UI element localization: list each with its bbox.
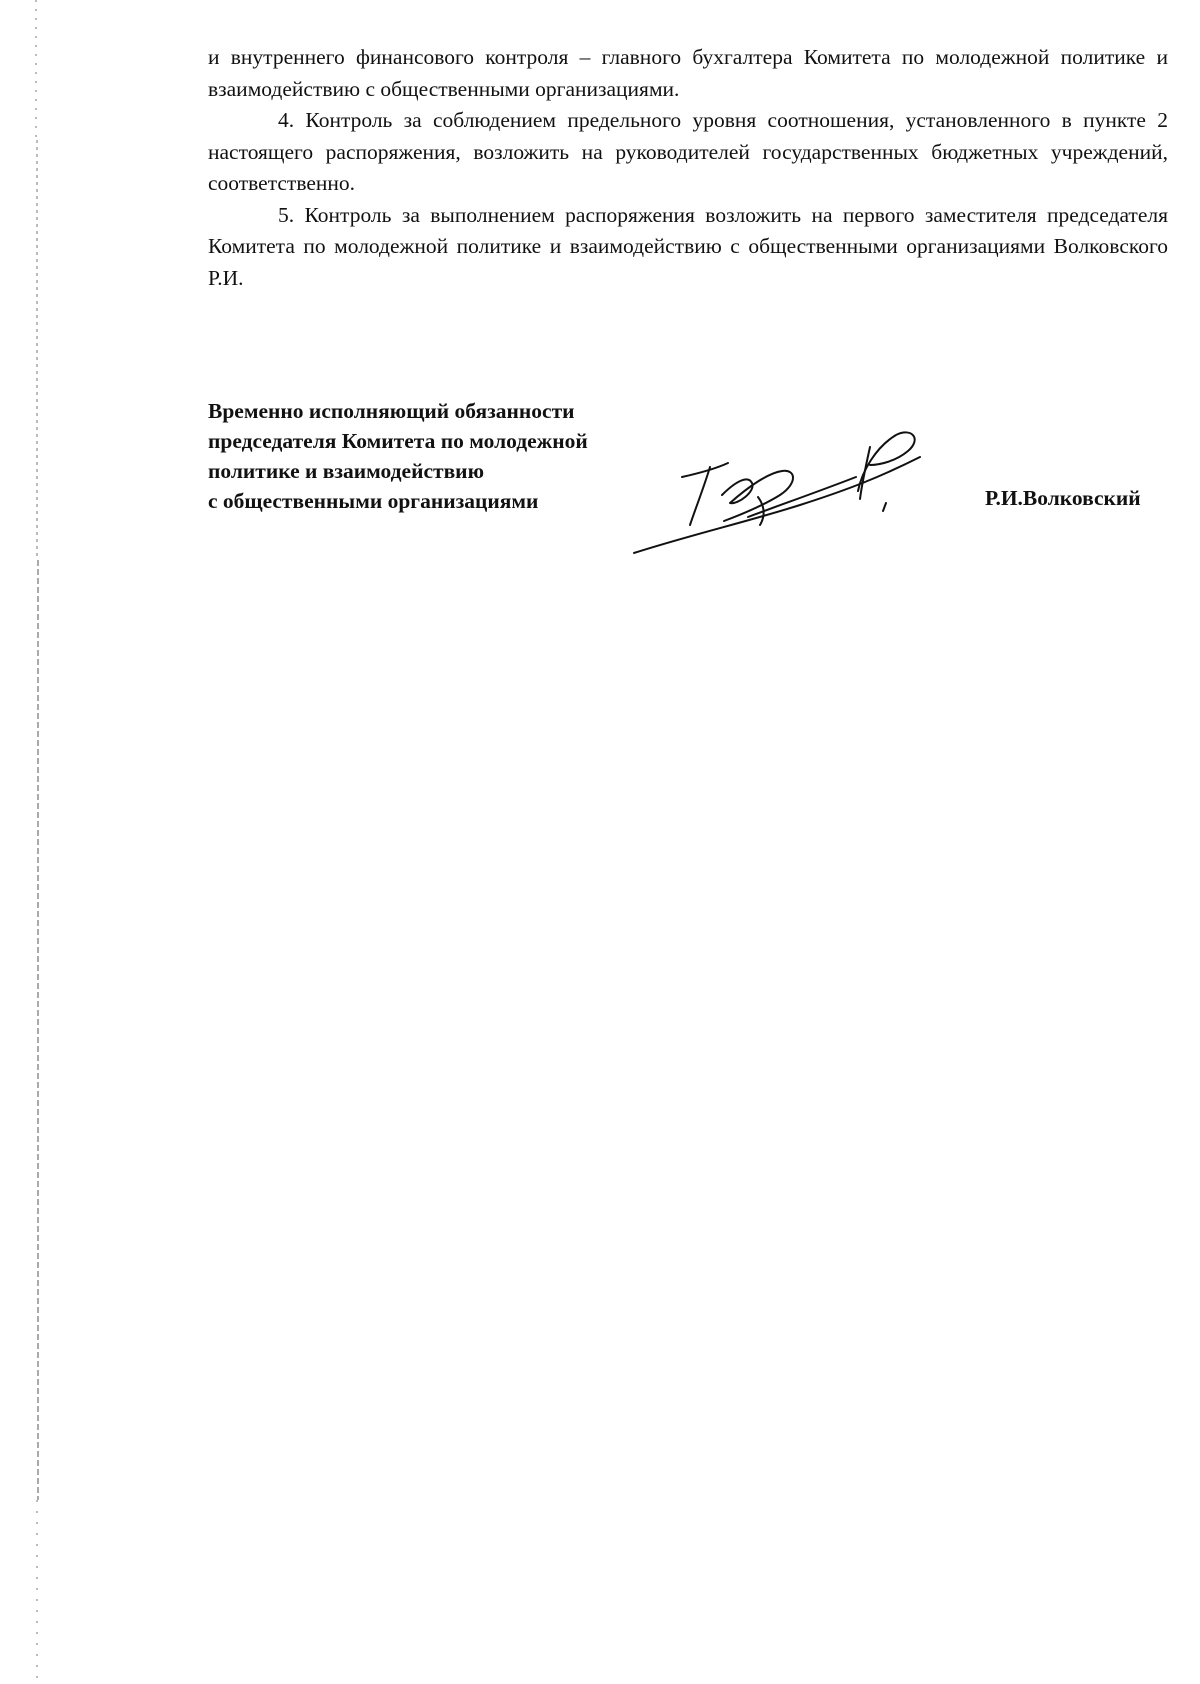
position-line: председателя Комитета по молодежной	[208, 429, 588, 453]
position-line: политике и взаимодействию	[208, 459, 485, 483]
document-body	[208, 42, 1168, 294]
handwritten-signature	[630, 425, 990, 565]
position-line: с общественными организациями	[208, 489, 539, 513]
paragraph-item-4: 4. Контроль за соблюдением предельного уровня соотношения, установленного в пункте 2 настоящего распоряжения, возложить на руководителей государственных бюджетных учреждений, соответственно.	[208, 108, 1168, 195]
position-line: Временно исполняющий обязанности	[208, 399, 575, 423]
scan-edge-artifact	[0, 0, 50, 1684]
paragraph-item-5: 5. Контроль за выполнением распоряжения возложить на первого заместителя председателя Комитета по молодежной политике и взаимодействию с общественными организациями Волковского Р.И.	[208, 202, 1168, 290]
paragraph-continuation: и внутреннего финансового контроля – главного бухгалтера Комитета по молодежной политике и взаимодействию с общественными организациями.	[208, 45, 1168, 101]
signer-name: Р.И.Волковский	[985, 486, 1141, 510]
